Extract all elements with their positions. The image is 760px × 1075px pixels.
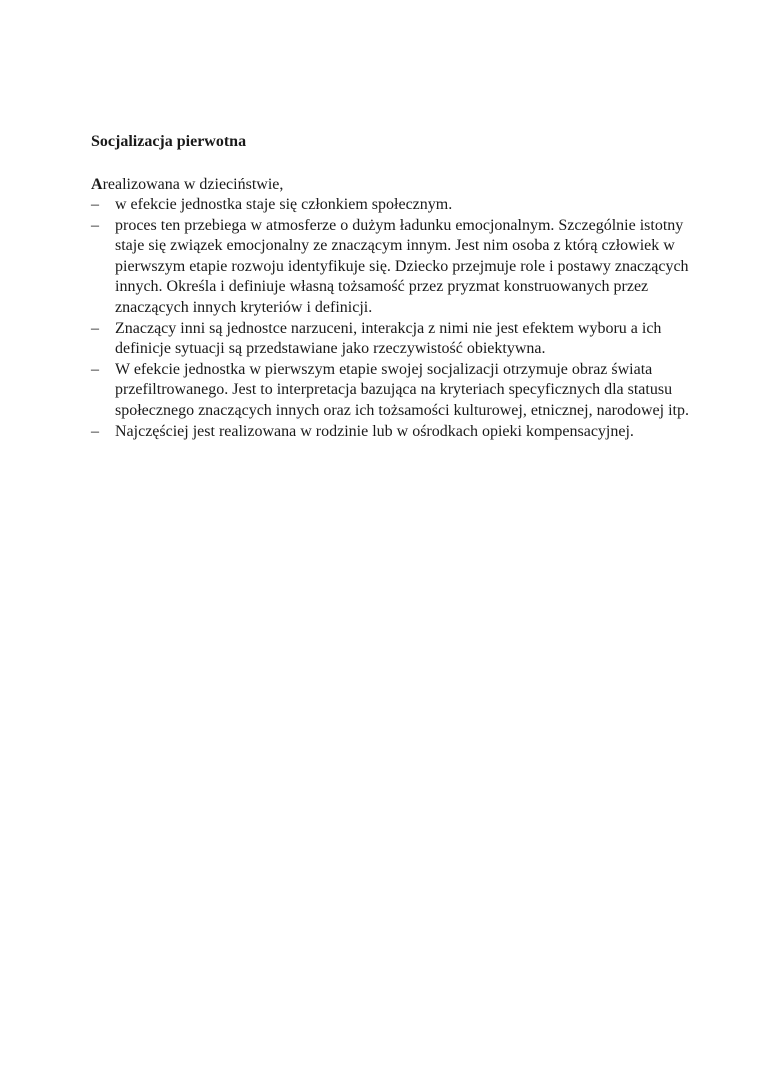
dash-bullet-icon: – bbox=[91, 216, 99, 234]
dash-bullet-icon: – bbox=[91, 422, 99, 440]
list-item bbox=[91, 319, 691, 360]
intro-first-letter: A bbox=[91, 176, 103, 193]
dash-bullet-icon: – bbox=[91, 319, 99, 337]
intro-text: realizowana w dzieciństwie, bbox=[102, 176, 284, 193]
bullet-list bbox=[91, 195, 691, 442]
list-item-text: Najczęściej jest realizowana w rodzinie lub w ośrodkach opieki kompensacyjnej. bbox=[115, 422, 634, 440]
intro-line bbox=[91, 174, 691, 195]
document-title: Socjalizacja pierwotna bbox=[91, 133, 247, 150]
list-item bbox=[91, 195, 691, 216]
document-content bbox=[91, 131, 691, 442]
list-item-text: proces ten przebiega w atmosferze o dużym ładunku emocjonalnym. Szczególnie istotny staje się związek emocjonalny ze znaczącym innym. Jest nim osoba z którą człowiek w pierwszym etapie rozwoju identyfikuje się. Dziecko przejmuje role i postawy znaczących innych. Określa i definiuje własną tożsamość przez pryzmat konstruowanych przez znaczących innych kryteriów i definicji. bbox=[115, 216, 689, 316]
list-item bbox=[91, 360, 691, 422]
list-item-text: w efekcie jednostka staje się członkiem społecznym. bbox=[115, 196, 453, 213]
dash-bullet-icon: – bbox=[91, 360, 99, 378]
list-item-text: Znaczący inni są jednostce narzuceni, interakcja z nimi nie jest efektem wyboru a ich definicje sytuacji są przedstawiane jako rzeczywistość obiektywna. bbox=[115, 319, 662, 358]
list-item bbox=[91, 216, 691, 319]
list-item-text: W efekcie jednostka w pierwszym etapie swojej socjalizacji otrzymuje obraz świata przefiltrowanego. Jest to interpretacja bazująca na kryteriach specyficznych dla statusu społecznego znaczących innych oraz ich tożsamości kulturowej, etnicznej, narodowej itp. bbox=[115, 360, 689, 419]
list-item bbox=[91, 422, 691, 443]
dash-bullet-icon: – bbox=[91, 196, 99, 213]
